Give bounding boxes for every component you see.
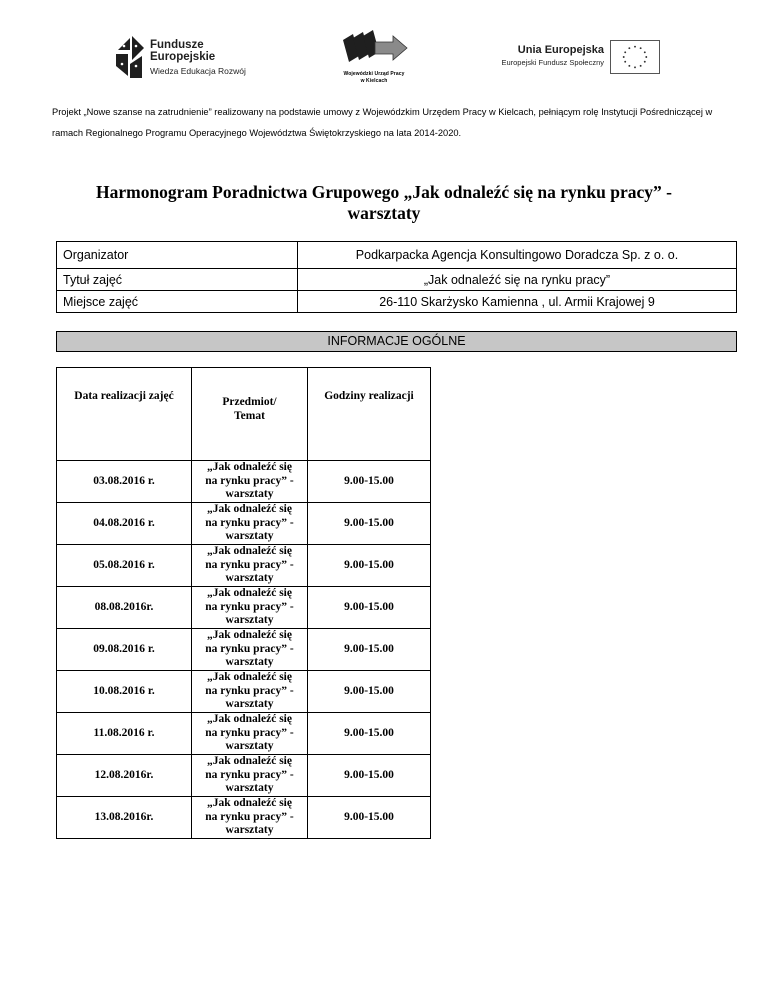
- topic-line3: warsztaty: [225, 572, 274, 585]
- topic-line1: „Jak odnaleźć się: [207, 545, 292, 558]
- row-date: 13.08.2016r.: [57, 797, 192, 839]
- row-topic: [192, 755, 308, 797]
- row-topic: [192, 587, 308, 629]
- topic-line2: na rynku pracy” -: [205, 684, 294, 697]
- row-hours: 9.00-15.00: [308, 713, 431, 755]
- row-hours: 9.00-15.00: [308, 545, 431, 587]
- row-topic: [192, 671, 308, 713]
- topic-line2: na rynku pracy” -: [205, 558, 294, 571]
- topic-line3: warsztaty: [225, 740, 274, 753]
- row-date: 05.08.2016 r.: [57, 545, 192, 587]
- header-subject: [192, 368, 308, 461]
- topic-line2: na rynku pracy” -: [205, 474, 294, 487]
- topic-line3: warsztaty: [225, 782, 274, 795]
- topic-line3: warsztaty: [225, 824, 274, 837]
- table-row: [57, 713, 431, 755]
- row-date: 03.08.2016 r.: [57, 461, 192, 503]
- row-topic: [192, 545, 308, 587]
- row-topic: [192, 797, 308, 839]
- table-row: [57, 797, 431, 839]
- row-topic: [192, 503, 308, 545]
- topic-line1: „Jak odnaleźć się: [207, 629, 292, 642]
- section-header-general-info: INFORMACJE OGÓLNE: [56, 331, 737, 352]
- topic-line1: „Jak odnaleźć się: [207, 713, 292, 726]
- wup-arrow-icon: [339, 30, 409, 70]
- topic-line1: „Jak odnaleźć się: [207, 755, 292, 768]
- place-label: Miejsce zajęć: [57, 291, 298, 313]
- fe-logo-line2: Europejskie: [150, 51, 216, 63]
- schedule-table: [56, 367, 431, 839]
- course-title-label: Tytuł zajęć: [57, 269, 298, 291]
- topic-line3: warsztaty: [225, 698, 274, 711]
- topic-line1: „Jak odnaleźć się: [207, 503, 292, 516]
- header-date: Data realizacji zajęć: [57, 368, 192, 461]
- topic-line3: warsztaty: [225, 656, 274, 669]
- row-date: 12.08.2016r.: [57, 755, 192, 797]
- topic-line2: na rynku pracy” -: [205, 642, 294, 655]
- organizer-label: Organizator: [57, 242, 298, 269]
- topic-line1: „Jak odnaleźć się: [207, 671, 292, 684]
- header-hours: Godziny realizacji: [308, 368, 431, 461]
- table-row: [57, 671, 431, 713]
- project-note: Projekt „Nowe szanse na zatrudnienie” realizowany na podstawie umowy z Wojewódzkim Urzędem Pracy w Kielcach, pełniącym rolę Instytucji Pośredniczącej w ramach Regionalnego Programu Operacyjnego Województwa Świętokrzyskiego na lata 2014-2020.: [52, 107, 713, 138]
- topic-line2: na rynku pracy” -: [205, 768, 294, 781]
- row-topic: [192, 629, 308, 671]
- row-topic: [192, 713, 308, 755]
- logo-header: [0, 30, 768, 92]
- topic-line3: warsztaty: [225, 530, 274, 543]
- wup-caption-line2: w Kielcach: [360, 78, 388, 84]
- fundusze-europejskie-logo: [116, 36, 266, 80]
- topic-line1: „Jak odnaleźć się: [207, 461, 292, 474]
- row-hours: 9.00-15.00: [308, 587, 431, 629]
- row-hours: 9.00-15.00: [308, 461, 431, 503]
- fundusze-europejskie-icon: [116, 36, 146, 78]
- row-date: 04.08.2016 r.: [57, 503, 192, 545]
- row-hours: 9.00-15.00: [308, 755, 431, 797]
- row-hours: 9.00-15.00: [308, 629, 431, 671]
- row-topic: [192, 461, 308, 503]
- topic-line1: „Jak odnaleźć się: [207, 587, 292, 600]
- info-row-place: [57, 291, 737, 313]
- unia-europejska-logo: [480, 40, 660, 80]
- header-subject-line2: Temat: [234, 409, 265, 422]
- row-date: 10.08.2016 r.: [57, 671, 192, 713]
- wup-kielce-logo: [334, 30, 414, 92]
- document-title: Harmonogram Poradnictwa Grupowego „Jak odnaleźć się na rynku pracy” - warsztaty: [95, 182, 673, 223]
- row-hours: 9.00-15.00: [308, 503, 431, 545]
- fe-logo-line1: Fundusze: [150, 39, 204, 51]
- ue-logo-line2: Europejski Fundusz Społeczny: [501, 58, 604, 67]
- info-row-organizer: [57, 242, 737, 269]
- topic-line3: warsztaty: [225, 614, 274, 627]
- row-date: 09.08.2016 r.: [57, 629, 192, 671]
- schedule-header-row: [57, 368, 431, 461]
- ue-logo-line1: Unia Europejska: [517, 44, 604, 56]
- topic-line1: „Jak odnaleźć się: [207, 797, 292, 810]
- eu-flag-icon: [610, 40, 660, 74]
- header-subject-line1: Przedmiot/: [222, 396, 277, 408]
- organizer-value: Podkarpacka Agencja Konsultingowo Doradcza Sp. z o. o.: [298, 242, 737, 269]
- topic-line3: warsztaty: [225, 488, 274, 501]
- fe-logo-line3: Wiedza Edukacja Rozwój: [150, 66, 246, 76]
- topic-line2: na rynku pracy” -: [205, 726, 294, 739]
- row-date: 11.08.2016 r.: [57, 713, 192, 755]
- table-row: [57, 587, 431, 629]
- topic-line2: na rynku pracy” -: [205, 810, 294, 823]
- info-row-title: [57, 269, 737, 291]
- place-value: 26-110 Skarżysko Kamienna , ul. Armii Krajowej 9: [298, 291, 737, 313]
- topic-line2: na rynku pracy” -: [205, 516, 294, 529]
- row-hours: 9.00-15.00: [308, 797, 431, 839]
- row-date: 08.08.2016r.: [57, 587, 192, 629]
- course-title-value: „Jak odnaleźć się na rynku pracy”: [298, 269, 737, 291]
- table-row: [57, 461, 431, 503]
- info-table: [56, 241, 737, 313]
- wup-caption-line1: Wojewódzki Urząd Pracy: [343, 71, 405, 77]
- table-row: [57, 629, 431, 671]
- table-row: [57, 503, 431, 545]
- table-row: [57, 755, 431, 797]
- topic-line2: na rynku pracy” -: [205, 600, 294, 613]
- row-hours: 9.00-15.00: [308, 671, 431, 713]
- table-row: [57, 545, 431, 587]
